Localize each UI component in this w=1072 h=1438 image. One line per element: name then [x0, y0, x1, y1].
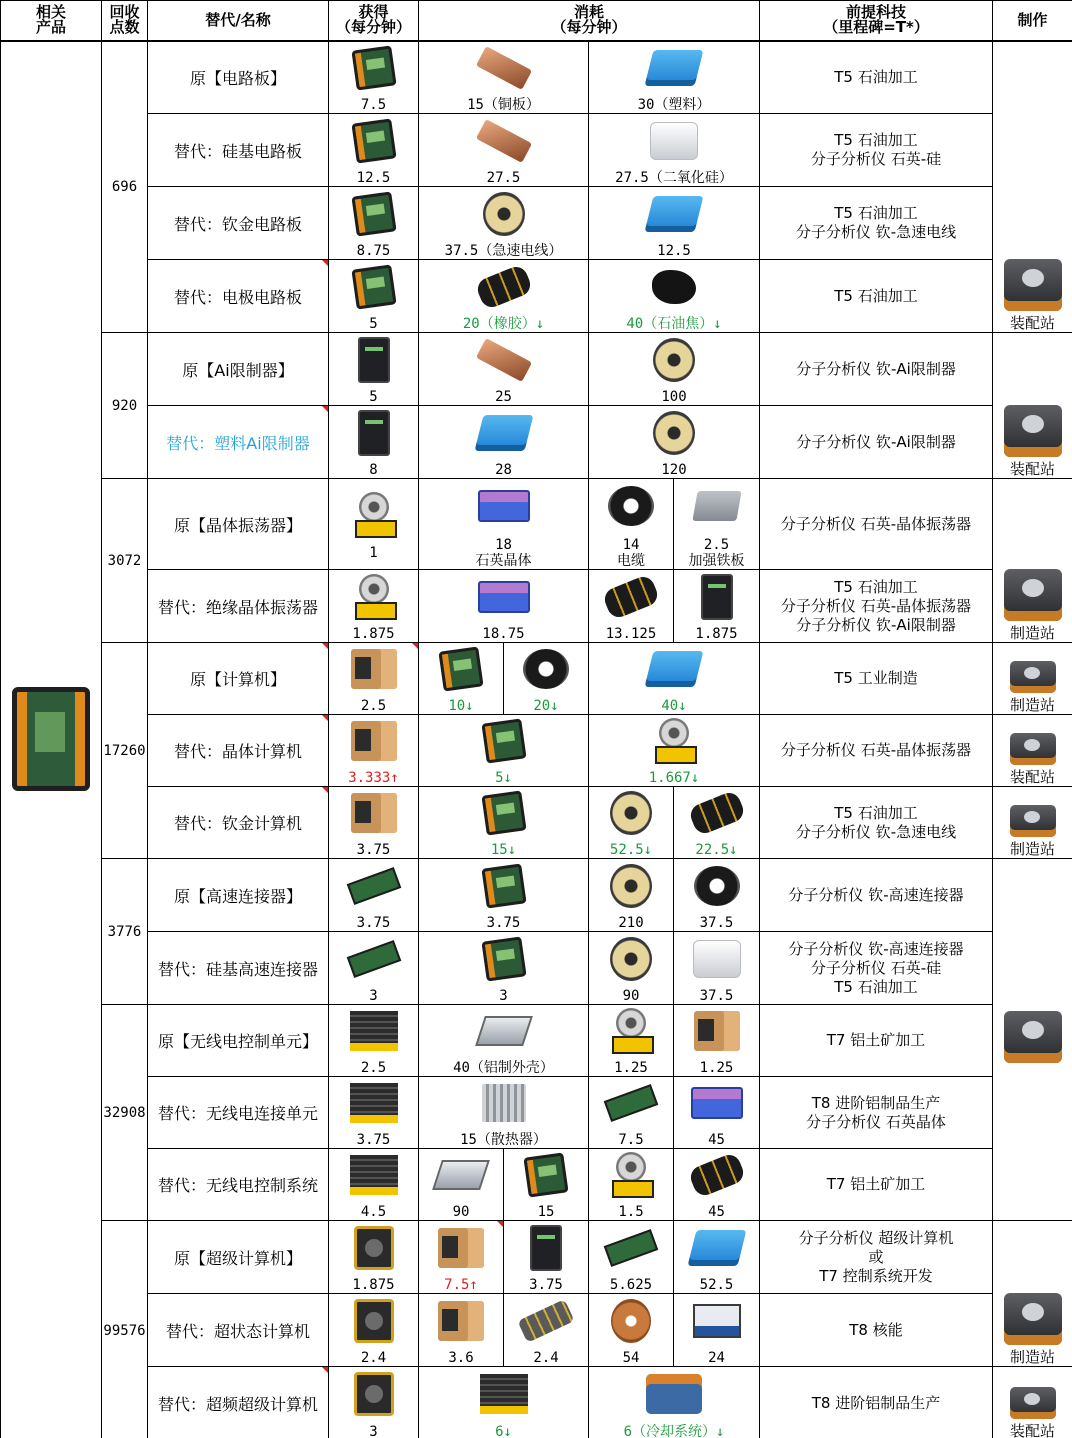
- plastic-icon: [645, 50, 704, 86]
- tech-cell: T8 核能: [760, 1294, 993, 1367]
- header-name: 替代/名称: [148, 1, 329, 41]
- input-cell: 22.5↓: [674, 787, 760, 859]
- output-cell: 5: [329, 333, 419, 406]
- plastic-icon: [474, 415, 533, 451]
- input-cell: 15（铜板）: [419, 41, 589, 114]
- computer-icon: [694, 1011, 740, 1051]
- output-cell: 3.75: [329, 787, 419, 859]
- recipe-name: 替代：塑料Ai限制器: [148, 406, 329, 479]
- assembler-icon: [1010, 1387, 1056, 1419]
- cooling-system-icon: [646, 1374, 702, 1414]
- quickwire-icon: [483, 192, 525, 236]
- heat-sink-icon: [482, 1084, 526, 1122]
- input-cell: 15（散热器）: [419, 1077, 589, 1149]
- crystal-oscillator-icon: [612, 1152, 650, 1198]
- output-cell: 12.5: [329, 114, 419, 187]
- recipe-name: 替代：超状态计算机: [148, 1294, 329, 1367]
- input-cell: 24: [674, 1294, 760, 1367]
- ai-limiter-icon: [530, 1225, 562, 1271]
- computer-icon: [438, 1228, 484, 1268]
- recipe-name: 替代：无线电控制系统: [148, 1149, 329, 1221]
- circuit-board-icon: [523, 1152, 568, 1197]
- petroleum-coke-icon: [652, 270, 696, 304]
- input-cell: 15: [504, 1149, 589, 1221]
- make-cell: 制造站: [993, 479, 1072, 643]
- supercomputer-icon: [354, 1372, 394, 1416]
- input-cell: 52.5: [674, 1221, 760, 1294]
- output-cell: 3.75: [329, 1077, 419, 1149]
- output-cell: 3: [329, 1367, 419, 1438]
- input-cell: 52.5↓: [589, 787, 674, 859]
- recipe-name: 替代：硅基高速连接器: [148, 932, 329, 1005]
- plastic-icon: [645, 196, 704, 232]
- output-cell: 3.333↑: [329, 715, 419, 787]
- tech-cell: 分子分析仪 钦-高速连接器: [760, 859, 993, 932]
- crystal-oscillator-icon: [612, 1008, 650, 1054]
- manufacturer-icon: [1010, 661, 1056, 693]
- circuit-board-icon: [438, 646, 483, 691]
- input-cell: 1.667↓: [589, 715, 760, 787]
- high-speed-connector-icon: [604, 1229, 659, 1267]
- make-cell: 装配站: [993, 715, 1072, 787]
- header-points: 回收 点数: [102, 1, 148, 41]
- recipe-name: 替代：绝缘晶体振荡器: [148, 570, 329, 643]
- tech-cell: T5 石油加工: [760, 260, 993, 333]
- reinforced-iron-plate-icon: [692, 491, 741, 521]
- product-cell: [1, 41, 102, 1438]
- output-cell: 2.5: [329, 1005, 419, 1077]
- recipe-name: 替代：超频超级计算机: [148, 1367, 329, 1438]
- computer-icon: [351, 793, 397, 833]
- recycle-points: 696: [102, 41, 148, 333]
- plastic-icon: [687, 1230, 746, 1266]
- output-cell: 2.4: [329, 1294, 419, 1367]
- computer-icon: [438, 1301, 484, 1341]
- recipe-name: 原【晶体振荡器】: [148, 479, 329, 570]
- tech-cell: T7 铝土矿加工: [760, 1149, 993, 1221]
- output-cell: 8.75: [329, 187, 419, 260]
- input-cell: 1.875: [674, 570, 760, 643]
- cable-icon: [694, 866, 740, 906]
- tech-cell: 分子分析仪 钦-Ai限制器: [760, 333, 993, 406]
- output-cell: 1.875: [329, 570, 419, 643]
- electromagnetic-control-rod-icon: [517, 1299, 574, 1343]
- manufacturer-icon: [1010, 805, 1056, 837]
- input-cell: 45: [674, 1149, 760, 1221]
- supercomputer-icon: [354, 1226, 394, 1270]
- computer-icon: [351, 721, 397, 761]
- silica-icon: [650, 122, 698, 160]
- quickwire-icon: [653, 338, 695, 382]
- plastic-icon: [645, 651, 704, 687]
- input-cell: 27.5（二氧化硅）: [589, 114, 760, 187]
- quartz-crystal-icon: [691, 1087, 743, 1119]
- input-cell: 6↓: [419, 1367, 589, 1438]
- quickwire-icon: [610, 791, 652, 835]
- battery-icon: [693, 1304, 741, 1338]
- circuit-board-icon: [351, 45, 396, 90]
- circuit-board-icon: [481, 936, 526, 981]
- radio-control-unit-icon: [350, 1155, 398, 1195]
- recycle-points: 99576: [102, 1221, 148, 1438]
- input-cell: 5.625: [589, 1221, 674, 1294]
- recipe-name: 替代：无线电连接单元: [148, 1077, 329, 1149]
- ai-limiter-icon: [358, 337, 390, 383]
- high-speed-connector-icon: [346, 867, 401, 905]
- input-cell: 7.5: [589, 1077, 674, 1149]
- quickwire-icon: [610, 937, 652, 981]
- circuit-board-icon: [481, 863, 526, 908]
- input-cell: 37.5: [674, 932, 760, 1005]
- recipe-name: 替代：电极电路板: [148, 260, 329, 333]
- input-cell: 3.75: [419, 859, 589, 932]
- make-cell: 装配站: [993, 1367, 1072, 1438]
- tech-cell: 分子分析仪 钦-Ai限制器: [760, 406, 993, 479]
- input-cell: 10↓: [419, 643, 504, 715]
- input-cell: 13.125: [589, 570, 674, 643]
- crystal-oscillator-icon: [355, 574, 393, 620]
- recipe-name: 原【超级计算机】: [148, 1221, 329, 1294]
- output-cell: 4.5: [329, 1149, 419, 1221]
- circuit-board-icon: [481, 790, 526, 835]
- input-cell: 100: [589, 333, 760, 406]
- input-cell: 18.75: [419, 570, 589, 643]
- input-cell: 40（石油焦）↓: [589, 260, 760, 333]
- superconductor-icon: [611, 1299, 651, 1343]
- input-cell: 37.5（急速电线）: [419, 187, 589, 260]
- input-cell: 20↓: [504, 643, 589, 715]
- cable-icon: [608, 486, 654, 526]
- circuit-board-icon: [12, 687, 90, 791]
- header-make: 制作: [993, 1, 1072, 41]
- input-cell: 12.5: [589, 187, 760, 260]
- input-cell: 45: [674, 1077, 760, 1149]
- crystal-oscillator-icon: [355, 492, 393, 538]
- recipe-name: 原【无线电控制单元】: [148, 1005, 329, 1077]
- input-cell: 54: [589, 1294, 674, 1367]
- input-cell: 1.25: [589, 1005, 674, 1077]
- recycle-points: 3072: [102, 479, 148, 643]
- input-cell: 6（冷却系统）↓: [589, 1367, 760, 1438]
- recycle-points: 920: [102, 333, 148, 479]
- recipe-name: 替代：晶体计算机: [148, 715, 329, 787]
- header-tech: 前提科技 （里程碑=T*）: [760, 1, 993, 41]
- manufacturer-icon: [1004, 1293, 1062, 1345]
- make-cell: 制造站: [993, 643, 1072, 715]
- tech-cell: T5 工业制造: [760, 643, 993, 715]
- rubber-icon: [474, 263, 533, 310]
- input-cell: 3.75: [504, 1221, 589, 1294]
- rubber-icon: [687, 789, 746, 836]
- input-cell: 40（铝制外壳）: [419, 1005, 589, 1077]
- manufacturer-icon: [1004, 1011, 1062, 1063]
- input-cell: 90: [419, 1149, 504, 1221]
- tech-cell: T7 铝土矿加工: [760, 1005, 993, 1077]
- input-cell: 37.5: [674, 859, 760, 932]
- input-cell: 1.25: [674, 1005, 760, 1077]
- manufacturer-icon: [1004, 569, 1062, 621]
- radio-control-unit-icon: [350, 1011, 398, 1051]
- output-cell: 5: [329, 260, 419, 333]
- circuit-board-icon: [351, 118, 396, 163]
- input-cell: 120: [589, 406, 760, 479]
- tech-cell: T5 石油加工 分子分析仪 石英-硅: [760, 114, 993, 187]
- copper-sheet-icon: [475, 46, 531, 90]
- radio-control-unit-icon: [480, 1374, 528, 1414]
- tech-cell: T8 进阶铝制品生产 分子分析仪 石英晶体: [760, 1077, 993, 1149]
- input-cell: 20（橡胶）↓: [419, 260, 589, 333]
- input-cell: 3.6: [419, 1294, 504, 1367]
- input-cell: 30（塑料）: [589, 41, 760, 114]
- tech-cell: T5 石油加工 分子分析仪 钦-急速电线: [760, 187, 993, 260]
- recipe-name: 原【计算机】: [148, 643, 329, 715]
- rubber-icon: [687, 1151, 746, 1198]
- recipe-name: 原【高速连接器】: [148, 859, 329, 932]
- tech-cell: T5 石油加工: [760, 41, 993, 114]
- input-cell: 2.5 加强铁板: [674, 479, 760, 570]
- quickwire-icon: [653, 411, 695, 455]
- tech-cell: 分子分析仪 石英-晶体振荡器: [760, 479, 993, 570]
- recipe-name: 原【电路板】: [148, 41, 329, 114]
- input-cell: 5↓: [419, 715, 589, 787]
- assembler-icon: [1004, 259, 1062, 311]
- output-cell: 1.875: [329, 1221, 419, 1294]
- output-cell: 3: [329, 932, 419, 1005]
- input-cell: 27.5: [419, 114, 589, 187]
- quickwire-icon: [610, 864, 652, 908]
- make-cell: 装配站: [993, 41, 1072, 333]
- input-cell: 14 电缆: [589, 479, 674, 570]
- copper-sheet-icon: [475, 338, 531, 382]
- recipe-name: 替代：硅基电路板: [148, 114, 329, 187]
- make-cell: 制造站: [993, 1221, 1072, 1367]
- input-cell: 25: [419, 333, 589, 406]
- radio-control-unit-icon: [350, 1083, 398, 1123]
- input-cell: 15↓: [419, 787, 589, 859]
- cable-icon: [523, 649, 569, 689]
- input-cell: 18 石英晶体: [419, 479, 589, 570]
- make-cell: [993, 859, 1072, 1221]
- tech-cell: T5 石油加工 分子分析仪 钦-急速电线: [760, 787, 993, 859]
- input-cell: 28: [419, 406, 589, 479]
- circuit-board-icon: [481, 718, 526, 763]
- make-cell: 装配站: [993, 333, 1072, 479]
- output-cell: 2.5: [329, 643, 419, 715]
- recycle-points: 32908: [102, 1005, 148, 1221]
- input-cell: 1.5: [589, 1149, 674, 1221]
- supercomputer-icon: [354, 1299, 394, 1343]
- input-cell: 3: [419, 932, 589, 1005]
- input-cell: 210: [589, 859, 674, 932]
- circuit-board-icon: [351, 191, 396, 236]
- aluminum-casing-icon: [475, 1016, 533, 1046]
- assembler-icon: [1010, 733, 1056, 765]
- circuit-board-icon: [351, 264, 396, 309]
- tech-cell: 分子分析仪 超级计算机 或 T7 控制系统开发: [760, 1221, 993, 1294]
- header-consume: 消耗 （每分钟）: [419, 1, 760, 41]
- output-cell: 3.75: [329, 859, 419, 932]
- ai-limiter-icon: [701, 574, 733, 620]
- recipe-name: 替代：钦金计算机: [148, 787, 329, 859]
- rubber-icon: [601, 573, 660, 620]
- quartz-crystal-icon: [478, 490, 530, 522]
- quartz-crystal-icon: [478, 581, 530, 613]
- high-speed-connector-icon: [604, 1084, 659, 1122]
- recycle-points: 3776: [102, 859, 148, 1005]
- input-cell: 7.5↑: [419, 1221, 504, 1294]
- output-cell: 1: [329, 479, 419, 570]
- input-cell: 90: [589, 932, 674, 1005]
- tech-cell: T8 进阶铝制品生产: [760, 1367, 993, 1438]
- tech-cell: T5 石油加工 分子分析仪 石英-晶体振荡器 分子分析仪 钦-Ai限制器: [760, 570, 993, 643]
- ai-limiter-icon: [358, 410, 390, 456]
- recipe-name: 替代：钦金电路板: [148, 187, 329, 260]
- recycle-points: 17260: [102, 643, 148, 859]
- input-cell: 40↓: [589, 643, 760, 715]
- silica-icon: [693, 940, 741, 978]
- recipe-name: 原【Ai限制器】: [148, 333, 329, 406]
- crystal-oscillator-icon: [655, 718, 693, 764]
- aluminum-casing-icon: [432, 1160, 490, 1190]
- tech-cell: 分子分析仪 钦-高速连接器 分子分析仪 石英-硅 T5 石油加工: [760, 932, 993, 1005]
- header-product: 相关 产品: [1, 1, 102, 41]
- tech-cell: 分子分析仪 石英-晶体振荡器: [760, 715, 993, 787]
- input-cell: 2.4: [504, 1294, 589, 1367]
- output-cell: 7.5: [329, 41, 419, 114]
- output-cell: 8: [329, 406, 419, 479]
- high-speed-connector-icon: [346, 940, 401, 978]
- header-output: 获得 （每分钟）: [329, 1, 419, 41]
- copper-sheet-icon: [475, 119, 531, 163]
- assembler-icon: [1004, 405, 1062, 457]
- computer-icon: [351, 649, 397, 689]
- make-cell: 制造站: [993, 787, 1072, 859]
